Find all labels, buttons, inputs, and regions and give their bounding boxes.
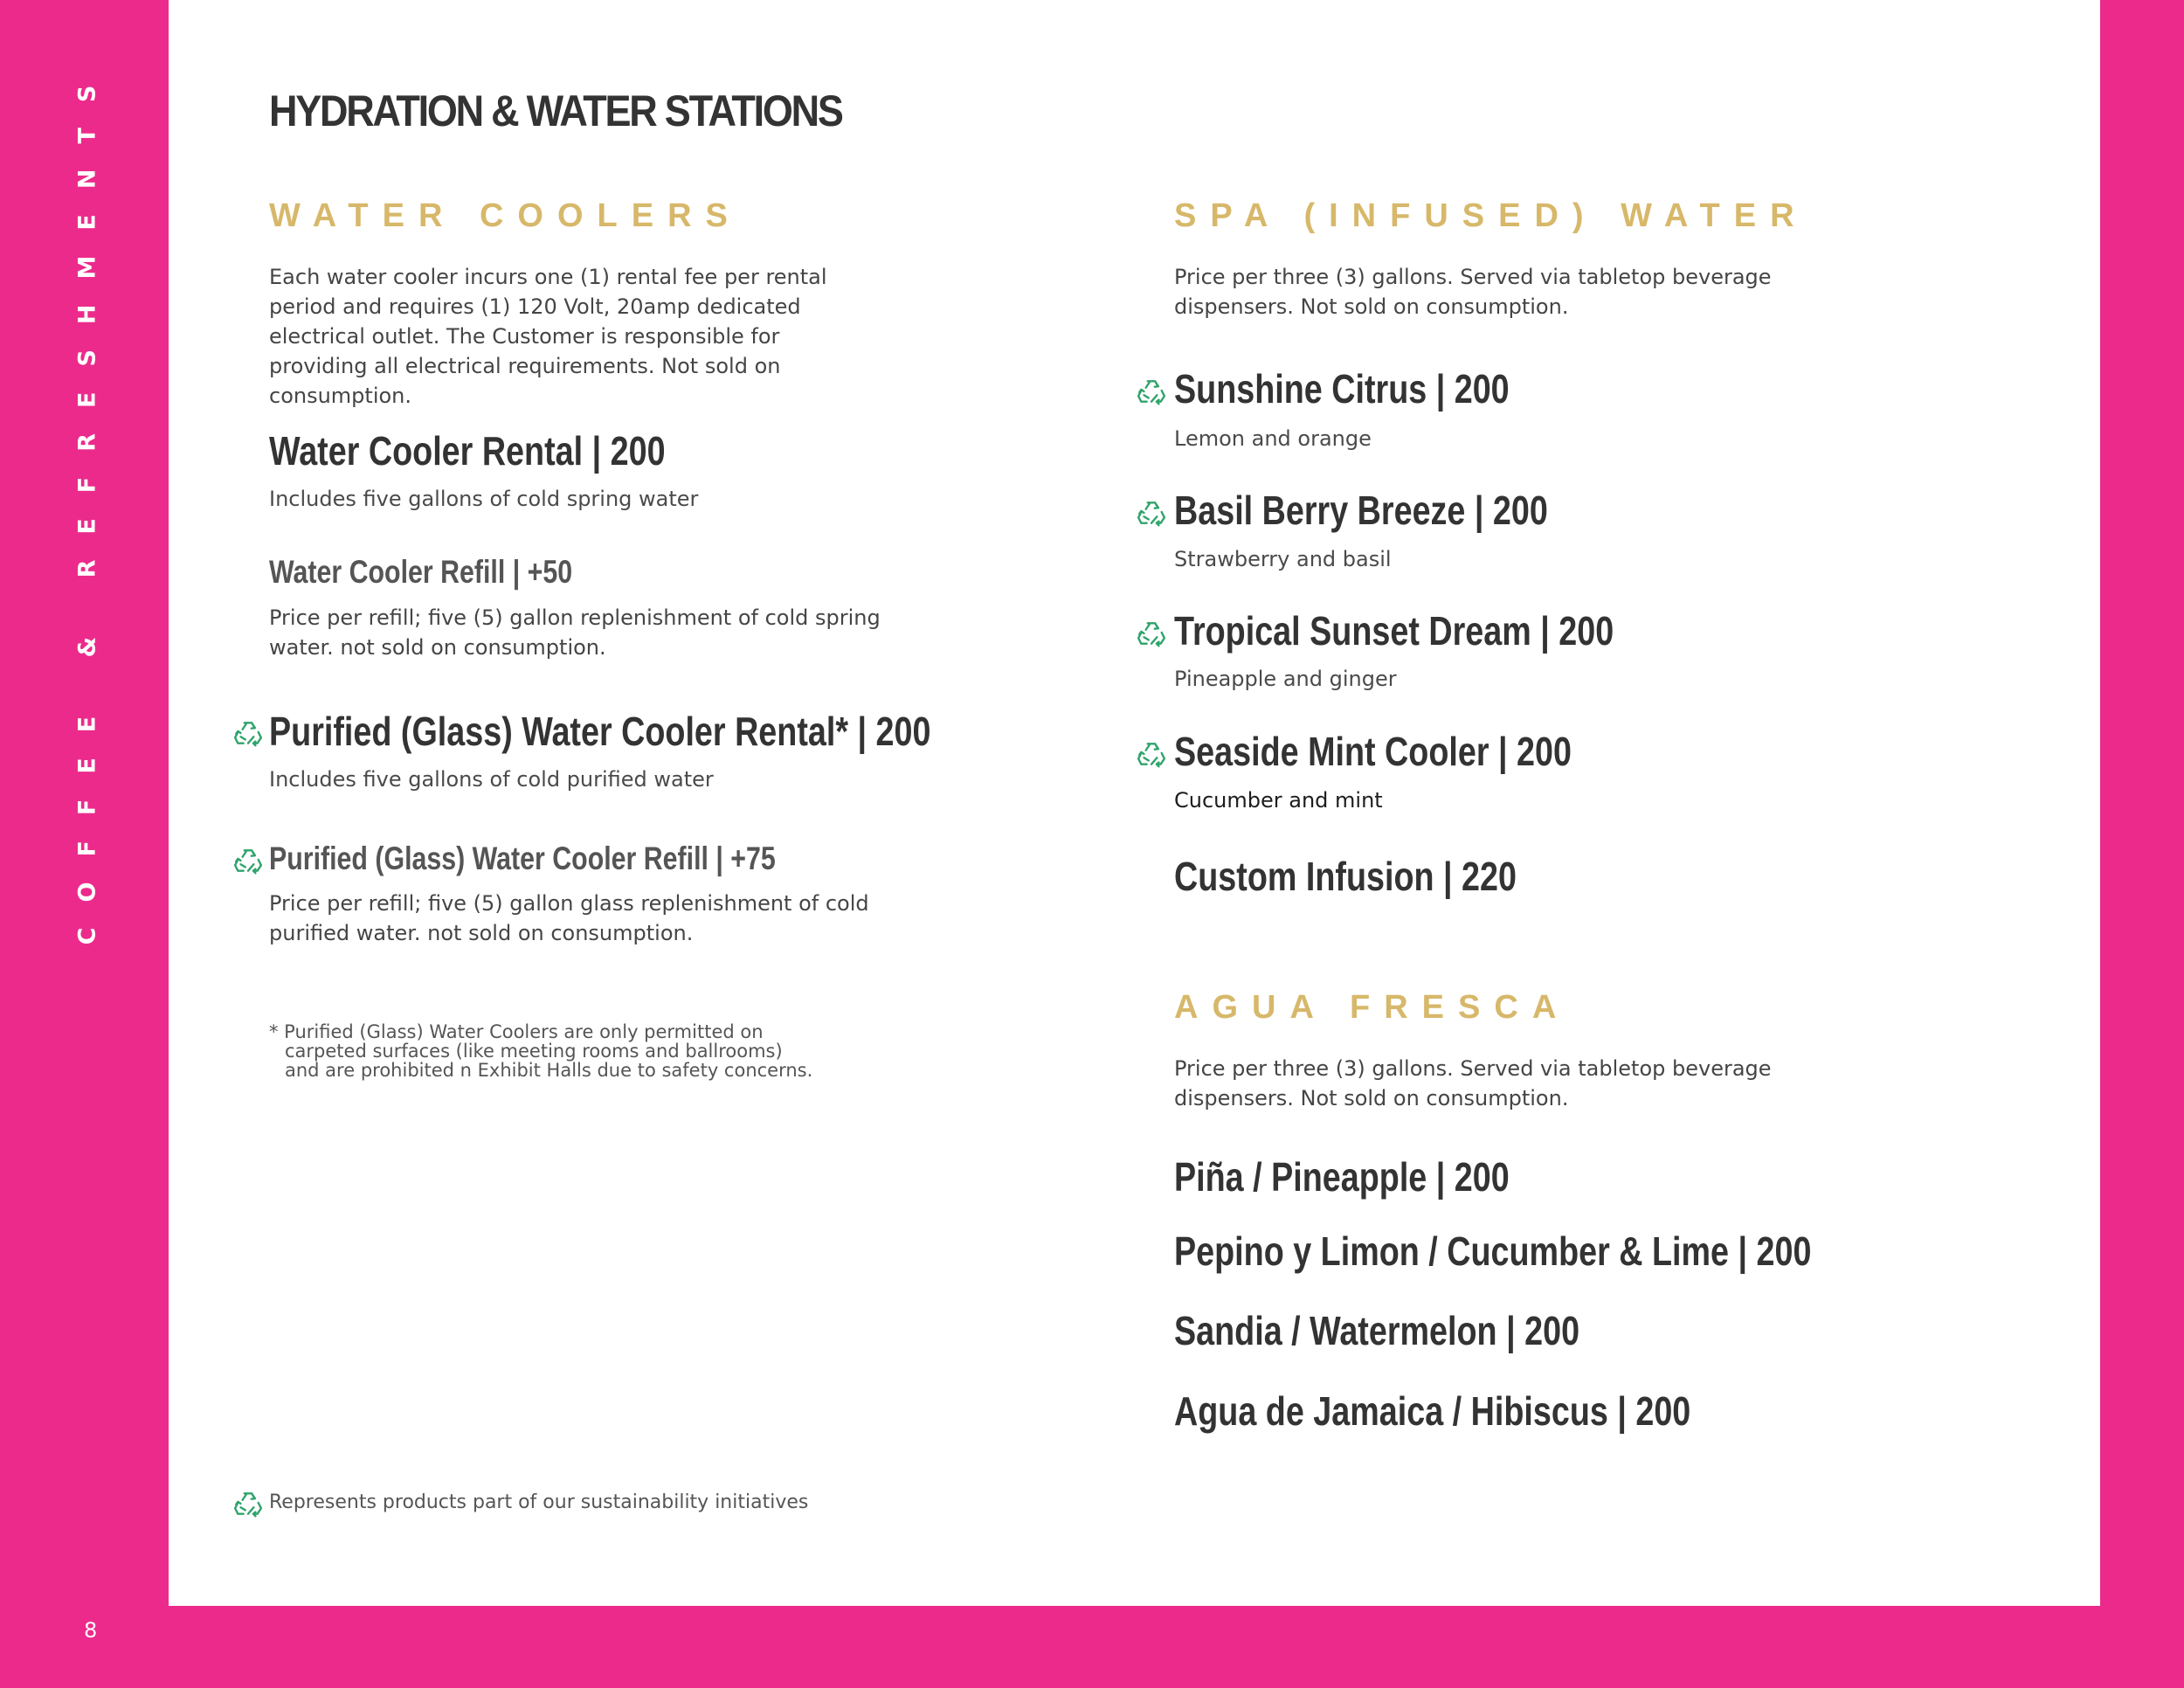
menu-item-tropical-sunset-dream: Tropical Sunset Dream | 200 <box>1174 608 1614 654</box>
footnote-line: and are prohibited n Exhibit Halls due to safety concerns. <box>285 1060 813 1081</box>
recycle-icon <box>1137 739 1166 769</box>
section-heading-agua-fresca: AGUA FRESCA <box>1174 989 1571 1026</box>
footnote-line: * Purified (Glass) Water Coolers are only permitted on <box>269 1021 764 1042</box>
water-coolers-description: Each water cooler incurs one (1) rental fee per rental period and requires (1) 120 Volt, 20amp dedicated electrical outlet. The Customer is responsible for providing all electrical requirements. Not sold on consumption. <box>269 265 827 408</box>
page-title: HYDRATION & WATER STATIONS <box>269 86 842 135</box>
menu-item-description: Price per refill; five (5) gallon replenishment of cold spring water. not sold on consumption. <box>269 605 881 660</box>
menu-item-water-cooler-refill: Water Cooler Refill | +50 <box>269 554 573 590</box>
menu-item-description: Cucumber and mint <box>1174 788 1383 813</box>
recycle-icon <box>1137 619 1166 648</box>
menu-item-agua-de-jamaica: Agua de Jamaica / Hibiscus | 200 <box>1174 1388 1691 1434</box>
menu-item-purified-water-cooler-rental: Purified (Glass) Water Cooler Rental* | 200 <box>269 709 931 754</box>
menu-item-description: Strawberry and basil <box>1174 547 1392 571</box>
menu-item-sunshine-citrus: Sunshine Citrus | 200 <box>1174 366 1510 412</box>
menu-item-description: Lemon and orange <box>1174 426 1372 451</box>
section-heading-spa-water: SPA (INFUSED) WATER <box>1174 197 1808 234</box>
menu-item-description: Pineapple and ginger <box>1174 667 1397 691</box>
menu-item-description: Includes five gallons of cold spring water <box>269 487 699 511</box>
sidebar-section-label: COFFEE & REFRESHMENTS <box>73 59 101 945</box>
menu-item-sandia-watermelon: Sandia / Watermelon | 200 <box>1174 1308 1580 1353</box>
footnote-line: carpeted surfaces (like meeting rooms and ballrooms) <box>285 1041 783 1062</box>
section-heading-water-coolers: WATER COOLERS <box>269 197 742 234</box>
menu-item-basil-berry-breeze: Basil Berry Breeze | 200 <box>1174 488 1548 533</box>
footnote <box>269 1022 812 1080</box>
menu-item-water-cooler-rental: Water Cooler Rental | 200 <box>269 428 666 474</box>
recycle-icon <box>1137 498 1166 528</box>
menu-item-custom-infusion: Custom Infusion | 220 <box>1174 854 1517 899</box>
recycle-icon <box>233 1489 263 1519</box>
recycle-icon <box>233 718 263 748</box>
content-panel <box>169 0 2100 1606</box>
menu-item-pina-pineapple: Piña / Pineapple | 200 <box>1174 1154 1510 1200</box>
menu-item-description: Includes five gallons of cold purified water <box>269 767 714 792</box>
sustainability-legend: Represents products part of our sustainability initiatives <box>269 1491 809 1513</box>
recycle-icon <box>233 846 263 875</box>
menu-item-purified-water-cooler-refill: Purified (Glass) Water Cooler Refill | +75 <box>269 841 776 876</box>
recycle-icon <box>1137 377 1166 406</box>
page-number: 8 <box>84 1618 98 1643</box>
menu-item-pepino-y-limon: Pepino y Limon / Cucumber & Lime | 200 <box>1174 1228 1812 1274</box>
menu-item-description: Price per refill; five (5) gallon glass replenishment of cold purified water. not sold on consumption. <box>269 891 869 945</box>
menu-item-seaside-mint-cooler: Seaside Mint Cooler | 200 <box>1174 729 1572 774</box>
spa-water-description: Price per three (3) gallons. Served via tabletop beverage dispensers. Not sold on consumption. <box>1174 265 1772 319</box>
agua-fresca-description: Price per three (3) gallons. Served via tabletop beverage dispensers. Not sold on consumption. <box>1174 1056 1772 1110</box>
